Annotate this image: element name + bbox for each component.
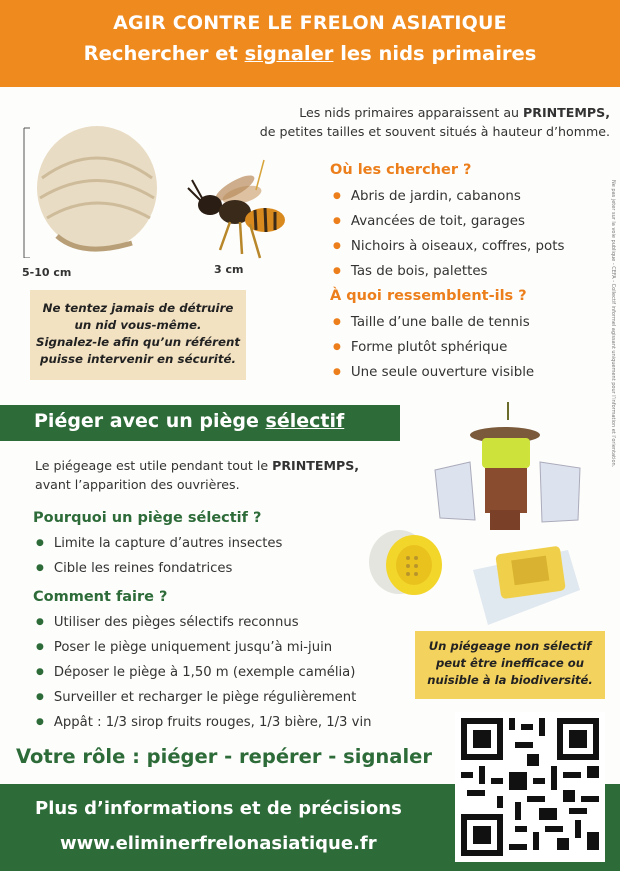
looks-list	[333, 311, 534, 386]
role-slogan: Votre rôle : piéger - repérer - signaler	[16, 745, 432, 768]
looks-title: À quoi ressemblent-ils ?	[330, 288, 527, 304]
list-item: ● Tas de bois, palettes	[333, 260, 564, 285]
hornet-size-label: 3 cm	[214, 263, 244, 276]
list-item: ● Utiliser des pièges sélectifs reconnus	[36, 611, 371, 636]
nest-size-label: 5-10 cm	[22, 266, 72, 279]
bottle-trap-icon	[468, 540, 583, 628]
list-item: ● Forme plutôt sphérique	[333, 336, 534, 361]
where-list	[333, 185, 564, 285]
list-item: ● Limite la capture d’autres insectes	[36, 532, 282, 557]
list-item: ● Taille d’une balle de tennis	[333, 311, 534, 336]
list-item: ● Une seule ouverture visible	[333, 361, 534, 386]
why-title: Pourquoi un piège sélectif ?	[33, 510, 262, 526]
section-band-edge	[0, 405, 28, 441]
warning-trap-box: Un piégeage non sélectif peut être inefficace ou nuisible à la biodiversité.	[415, 631, 605, 699]
page-subtitle: Rechercher et signaler les nids primaires	[83, 42, 537, 65]
side-legal-note: Ne pas jeter sur la voie publique - CEFA - Collectif informel agissant uniquement pour l’information et l’orientation.	[610, 180, 616, 468]
trap-section-title: Piéger avec un piège sélectif	[28, 405, 400, 441]
list-item: ● Cible les reines fondatrices	[36, 557, 282, 582]
hornet-icon	[180, 150, 298, 268]
selective-trap-icon	[430, 400, 590, 535]
footer-info-text: Plus d’informations et de précisions	[35, 798, 402, 819]
list-item: ● Appât : 1/3 sirop fruits rouges, 1/3 bière, 1/3 vin	[36, 711, 371, 736]
trap-intro-text: Le piégeage est utile pendant tout le PRINTEMPS, avant l’apparition des ouvrières.	[35, 458, 360, 492]
qr-code-icon[interactable]	[455, 712, 605, 862]
why-list	[36, 532, 282, 582]
website-link[interactable]: www.eliminerfrelonasiatique.fr	[60, 833, 377, 854]
list-item: ● Nichoirs à oiseaux, coffres, pots	[333, 235, 564, 260]
header-banner	[0, 0, 620, 87]
list-item: ● Abris de jardin, cabanons	[333, 185, 564, 210]
intro-text: Les nids primaires apparaissent au PRINTEMPS, de petites tailles et souvent situés à hauteur d’homme.	[259, 105, 610, 139]
how-list	[36, 611, 371, 736]
list-item: ● Avancées de toit, garages	[333, 210, 564, 235]
list-item: ● Déposer le piège à 1,50 m (exemple camélia)	[36, 661, 371, 686]
list-item: ● Poser le piège uniquement jusqu’à mi-juin	[36, 636, 371, 661]
list-item: ● Surveiller et recharger le piège régulièrement	[36, 686, 371, 711]
how-title: Comment faire ?	[33, 589, 168, 605]
page-title: AGIR CONTRE LE FRELON ASIATIQUE	[113, 12, 507, 34]
warning-destroy-box: Ne tentez jamais de détruire un nid vous-même. Signalez-le afin qu’un référent puisse intervenir en sécurité.	[30, 290, 246, 380]
nest-icon	[22, 118, 162, 258]
yellow-cap-trap-icon	[364, 520, 449, 605]
where-title: Où les chercher ?	[330, 162, 472, 178]
